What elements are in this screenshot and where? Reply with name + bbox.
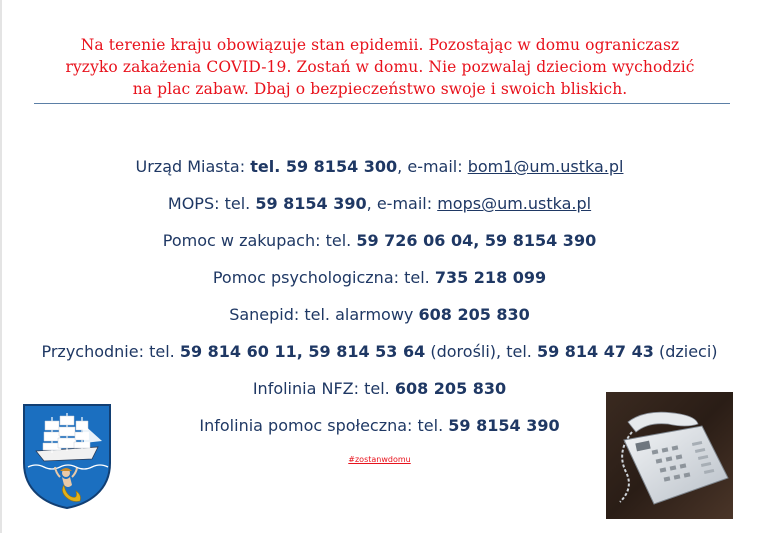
contact-mops [0, 194, 759, 213]
warning-line-1: Na terenie kraju obowiązuje stan epidemii. Pozostając w domu ograniczasz [80, 36, 680, 54]
desk-telephone-icon [606, 392, 733, 519]
contact-label: Sanepid: tel. alarmowy [229, 305, 419, 324]
contact-phone-children: 59 814 47 43 [536, 342, 654, 361]
children-note: (dzieci) [653, 342, 718, 361]
contact-phone: 59 8154 390 [255, 194, 367, 213]
contact-phone: 608 205 830 [394, 379, 507, 398]
email-prefix: , e-mail: [366, 194, 438, 213]
contact-sanepid [0, 305, 759, 324]
contact-label: Pomoc psychologiczna: tel. [212, 268, 435, 287]
contact-label: Infolinia pomoc społeczna: tel. [199, 416, 449, 435]
email-link-urzad[interactable]: bom1@um.ustka.pl [467, 157, 624, 176]
contact-phone: 59 726 06 04, 59 8154 390 [356, 231, 597, 250]
contact-label: MOPS: tel. [167, 194, 256, 213]
warning-divider [34, 103, 730, 104]
warning-line-2: ryzyko zakażenia COVID-19. Zostań w domu. Nie pozwalaj dzieciom wychodzić [65, 58, 695, 76]
warning-line-3: na plac zabaw. Dbaj o bezpieczeństwo swoje i swoich bliskich. [132, 80, 628, 98]
contact-label: Infolinia NFZ: tel. [252, 379, 395, 398]
contact-przychodnie [0, 342, 759, 361]
contact-urzad-miasta [0, 157, 759, 176]
contact-label: Pomoc w zakupach: tel. [162, 231, 357, 250]
adults-note: (dorośli), tel. [425, 342, 537, 361]
contact-phone: 608 205 830 [418, 305, 530, 324]
email-prefix: , e-mail: [397, 157, 468, 176]
hashtag-link[interactable]: #zostanwdomu [348, 455, 411, 464]
contact-phone: tel. 59 8154 300 [250, 157, 398, 176]
contact-phone: 59 8154 390 [448, 416, 560, 435]
contact-pomoc-psychologiczna [0, 268, 759, 287]
contact-phone: 735 218 099 [434, 268, 547, 287]
slide-left-edge [0, 0, 2, 533]
contact-label: Przychodnie: tel. [41, 342, 180, 361]
contact-pomoc-w-zakupach [0, 231, 759, 250]
epidemic-warning [20, 34, 740, 100]
coat-of-arms-icon [22, 403, 112, 510]
contact-label: Urząd Miasta: [135, 157, 251, 176]
contact-phone-adults: 59 814 60 11, 59 814 53 64 [179, 342, 426, 361]
email-link-mops[interactable]: mops@um.ustka.pl [437, 194, 592, 213]
